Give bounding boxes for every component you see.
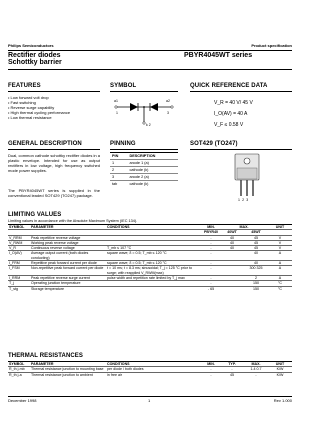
- row-unit: V: [268, 246, 292, 251]
- pinning-row: [110, 167, 178, 174]
- row-max-45wt: 45: [244, 235, 268, 240]
- limiting-heading: LIMITING VALUES: [8, 212, 62, 218]
- row-max-40wt: 40: [220, 240, 244, 245]
- header-rule: [8, 50, 292, 51]
- pinning-row: [110, 174, 178, 181]
- row-conditions: per diode / both diodes: [106, 367, 202, 372]
- title-line-1: Rectifier diodes: [8, 52, 61, 59]
- general-heading: GENERAL DESCRIPTION: [8, 141, 82, 147]
- row-min: -: [202, 266, 220, 276]
- qrd-line: V_F ≤ 0.58 V: [214, 122, 244, 128]
- row-symbol: T_j: [8, 281, 30, 286]
- limiting-row: [8, 286, 292, 291]
- row-max-45wt: 45: [244, 240, 268, 245]
- pin-number: 3: [110, 174, 127, 181]
- pin-number: 2: [110, 167, 127, 174]
- pinning-row: [110, 160, 178, 167]
- col-typ: TYP.: [220, 362, 244, 367]
- row-symbol: T_stg: [8, 286, 30, 291]
- pin-number: tab: [110, 181, 127, 188]
- variant-prefix: PBYR40: [202, 230, 220, 235]
- variant-45wt: 45WT: [244, 230, 268, 235]
- col-max: MAX.: [244, 362, 268, 367]
- row-unit: V: [268, 235, 292, 240]
- row-parameter: Peak repetitive reverse voltage: [30, 235, 106, 240]
- footer-revision: Rev 1.000: [273, 398, 292, 403]
- row-min: -: [202, 372, 220, 377]
- pinning-underline: [110, 149, 178, 150]
- row-parameter: Working peak reverse voltage: [30, 240, 106, 245]
- pinning-header-row: [110, 153, 178, 160]
- row-typ: -: [220, 367, 244, 372]
- general-para-2: The PBYR4045WT series is supplied in the conventional leaded SOT429 (TO247) package.: [8, 188, 100, 198]
- footer-page-number: 1: [148, 398, 151, 403]
- document-type: Product specification: [251, 43, 292, 48]
- row-max-45wt: 45: [244, 246, 268, 251]
- company-name: Philips Semiconductors: [8, 43, 54, 48]
- diode-left: [130, 103, 138, 111]
- row-min: - 65: [202, 286, 220, 291]
- row-parameter: Storage temperature: [30, 286, 106, 291]
- row-min: -: [202, 275, 220, 280]
- col-conditions: CONDITIONS: [106, 362, 202, 367]
- row-symbol: V_RWM: [8, 240, 30, 245]
- col-symbol: SYMBOL: [8, 225, 30, 230]
- row-min: -: [202, 251, 220, 261]
- row-max: 1.4 0.7: [244, 367, 268, 372]
- row-max-40wt: [220, 286, 244, 291]
- row-unit: K/W: [268, 372, 292, 377]
- features-list: [8, 95, 70, 120]
- thermal-heading: THERMAL RESISTANCES: [8, 353, 84, 359]
- row-unit: A: [268, 266, 292, 276]
- row-conditions: square wave; δ = 0.5; T_mb ≤ 120 °C: [106, 261, 202, 266]
- row-symbol: I_FSM: [8, 266, 30, 276]
- package-pin-labels: 1 2 3: [238, 198, 249, 202]
- row-parameter: Continuous reverse voltage: [30, 246, 106, 251]
- qrd-underline: [190, 91, 292, 92]
- limiting-row: [8, 251, 292, 261]
- row-symbol: V_RRM: [8, 235, 30, 240]
- row-conditions: t = 10 ms; t = 8.3 ms; sinusoidal; T_j = 125 °C prior to surge; with reapplied V_RWM(max): [106, 266, 202, 276]
- row-conditions: [106, 286, 202, 291]
- col-min: MIN.: [202, 225, 220, 230]
- row-max-45wt: 150: [244, 281, 268, 286]
- mounting-hole-icon: [244, 158, 250, 164]
- features-underline: [8, 91, 100, 92]
- symbol-label-k: k 2: [146, 123, 151, 127]
- row-max-45wt: 40: [244, 261, 268, 266]
- pin-description: cathode (k): [127, 181, 178, 188]
- row-max-45wt: 300 325: [244, 266, 268, 276]
- row-parameter: Repetitive peak forward current per diode: [30, 261, 106, 266]
- row-symbol: V_R: [8, 246, 30, 251]
- row-min: -: [202, 246, 220, 251]
- col-unit: UNIT: [268, 225, 292, 230]
- footer-rule: [8, 396, 292, 397]
- row-symbol: I_FRM: [8, 261, 30, 266]
- thermal-row: [8, 372, 292, 377]
- row-parameter: Thermal resistance junction to ambient: [30, 372, 106, 377]
- row-typ: 45: [220, 372, 244, 377]
- pinning-col-pin: PIN: [110, 153, 127, 160]
- pinning-table: [110, 152, 178, 187]
- limiting-row: [8, 266, 292, 276]
- qrd-heading: QUICK REFERENCE DATA: [190, 83, 268, 89]
- general-underline: [8, 149, 100, 150]
- row-min: -: [202, 281, 220, 286]
- row-conditions: in free air: [106, 372, 202, 377]
- row-unit: V: [268, 240, 292, 245]
- row-unit: °C: [268, 286, 292, 291]
- footer-date: December 1998: [8, 398, 37, 403]
- row-symbol: R_th j-a: [8, 372, 30, 377]
- row-min: -: [202, 235, 220, 240]
- col-unit: UNIT: [268, 362, 292, 367]
- row-max-40wt: [220, 251, 244, 261]
- feature-item: • Low forward volt drop: [8, 95, 49, 100]
- col-parameter: PARAMETER: [30, 225, 106, 230]
- symbol-label-a1: a1: [114, 99, 118, 103]
- limiting-subtitle: Limiting values in accordance with the Absolute Maximum System (IEC 134).: [8, 219, 138, 223]
- col-conditions: CONDITIONS: [106, 225, 202, 230]
- thermal-table: [8, 361, 292, 377]
- row-unit: A: [268, 275, 292, 280]
- row-symbol: R_th j-mb: [8, 367, 30, 372]
- row-max-40wt: 40: [220, 235, 244, 240]
- row-conditions: pulse width and repetition rate limited by T_j max: [106, 275, 202, 280]
- row-conditions: T_mb ≤ 107 °C: [106, 246, 202, 251]
- col-max: MAX.: [220, 225, 268, 230]
- limiting-table: [8, 224, 292, 291]
- pinning-row: [110, 181, 178, 188]
- symbol-label-a2: a2: [166, 99, 170, 103]
- row-max-45wt: 2: [244, 275, 268, 280]
- symbol-label-pin1: 1: [116, 111, 118, 115]
- title-line-2: Schottky barrier: [8, 59, 62, 66]
- row-max-40wt: [220, 266, 244, 276]
- row-max: -: [244, 372, 268, 377]
- row-max-45wt: 40: [244, 251, 268, 261]
- feature-item: • Reverse surge capability: [8, 105, 55, 110]
- row-parameter: Average output current (both diodes conducting): [30, 251, 106, 261]
- package-heading: SOT429 (TO247): [190, 141, 238, 147]
- col-symbol: SYMBOL: [8, 362, 30, 367]
- row-max-45wt: 150: [244, 286, 268, 291]
- pin-description: cathode (k): [127, 167, 178, 174]
- variant-40wt: 40WT: [220, 230, 244, 235]
- feature-item: • Low thermal resistance: [8, 115, 52, 120]
- general-para-1: Dual, common cathode schottky rectifier diodes in a plastic envelope. Intended for use as output rectifiers in low voltage, high frequency switched mode power supplies.: [8, 153, 100, 173]
- qrd-values: [214, 98, 253, 131]
- row-parameter: Thermal resistance junction to mounting base: [30, 367, 106, 372]
- symbol-label-pin3: 3: [167, 111, 169, 115]
- row-min: -: [202, 240, 220, 245]
- feature-item: • High thermal cycling performance: [8, 110, 71, 115]
- diode-right: [150, 103, 158, 111]
- package-underline: [190, 149, 292, 150]
- symbol-heading: SYMBOL: [110, 83, 137, 89]
- row-parameter: Peak repetitive reverse surge current: [30, 275, 106, 280]
- pinning-col-description: DESCRIPTION: [127, 153, 178, 160]
- row-unit: °C: [268, 281, 292, 286]
- row-unit: K/W: [268, 367, 292, 372]
- row-max-40wt: 40: [220, 246, 244, 251]
- feature-item: • Fast switching: [8, 100, 36, 105]
- series-title: PBYR4045WT series: [184, 52, 253, 59]
- pinning-heading: PINNING: [110, 141, 136, 147]
- qrd-line: V_R = 40 V/ 45 V: [214, 100, 253, 106]
- title-rule: [8, 69, 292, 70]
- pin-number: 1: [110, 160, 127, 167]
- row-conditions: square wave; δ = 0.5; T_mb ≤ 120 °C: [106, 251, 202, 261]
- col-parameter: PARAMETER: [30, 362, 106, 367]
- row-unit: A: [268, 251, 292, 261]
- col-min: MIN.: [202, 362, 220, 367]
- row-symbol: I_RRM: [8, 275, 30, 280]
- row-parameter: Non-repetitive peak forward current per diode: [30, 266, 106, 276]
- features-heading: FEATURES: [8, 83, 41, 89]
- row-min: -: [202, 261, 220, 266]
- row-unit: A: [268, 261, 292, 266]
- symbol-underline: [110, 91, 178, 92]
- row-symbol: I_O(AV): [8, 251, 30, 261]
- row-min: -: [202, 367, 220, 372]
- row-parameter: Operating junction temperature: [30, 281, 106, 286]
- pin-description: anode 2 (a): [127, 174, 178, 181]
- package-drawing: [232, 152, 262, 204]
- pin-description: anode 1 (a): [127, 160, 178, 167]
- qrd-line: I_O(AV) = 40 A: [214, 111, 248, 117]
